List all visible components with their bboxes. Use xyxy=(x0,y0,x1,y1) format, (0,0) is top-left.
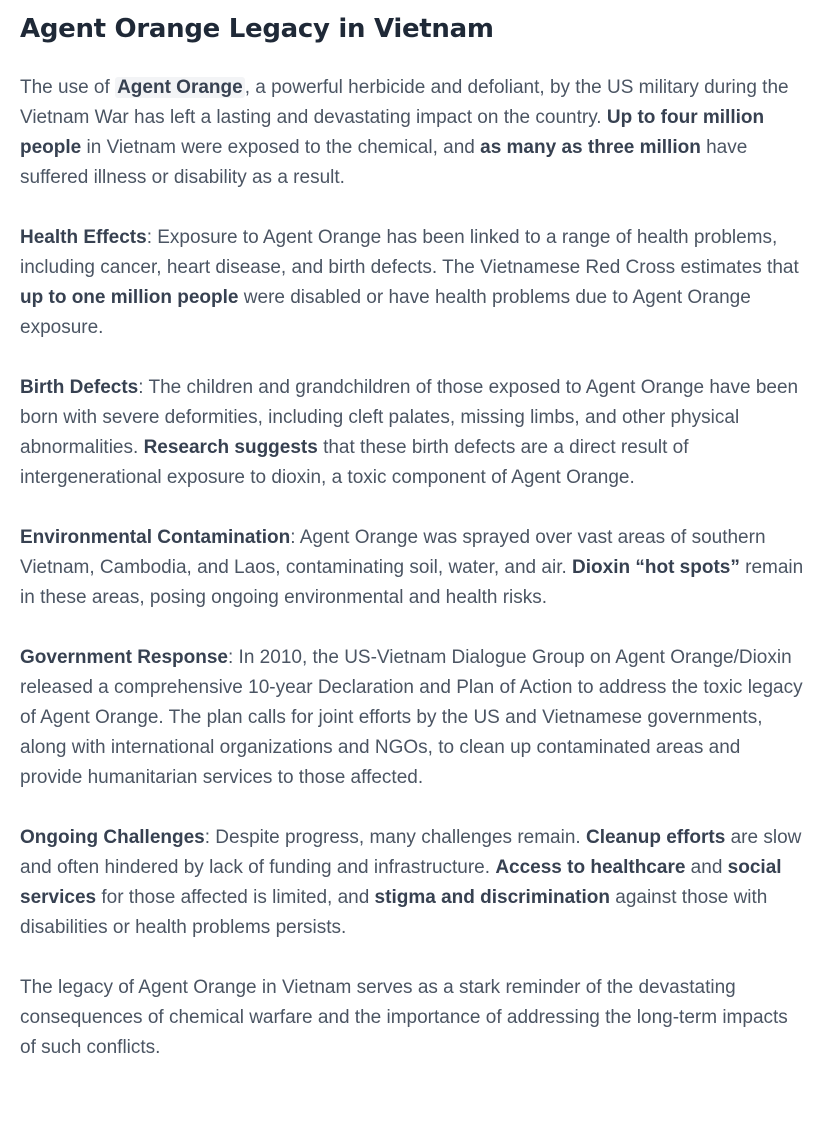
section-text: are slow and often hindered by lack of funding and infrastructure. xyxy=(20,827,802,878)
section-bold: stigma and discrimination xyxy=(374,887,610,908)
section-heading: Birth Defects xyxy=(20,377,139,398)
ongoing-challenges-paragraph xyxy=(20,823,805,943)
section-text: that these birth defects are a direct result of intergenerational exposure to dioxin, a toxic component of Agent Orange. xyxy=(20,437,689,488)
section-bold: up to one million people xyxy=(20,287,239,308)
environmental-contamination-paragraph xyxy=(20,523,805,613)
intro-text: have suffered illness or disability as a result. xyxy=(20,137,748,188)
section-bold: Access to healthcare xyxy=(495,857,686,878)
section-heading: Environmental Contamination xyxy=(20,527,291,548)
section-text: and xyxy=(685,857,728,878)
section-heading: Ongoing Challenges xyxy=(20,827,205,848)
section-heading: Government Response xyxy=(20,647,228,668)
section-text: : In 2010, the US-Vietnam Dialogue Group on Agent Orange/Dioxin released a comprehensive 10-year Declaration and Plan of Action to address the toxic legacy of Agent Orange. The plan calls for joint efforts by the US and Vietnamese governments, along with international organizations and NGOs, to clean up contaminated areas and provide humanitarian services to those affected. xyxy=(20,647,803,788)
section-text: : Exposure to Agent Orange has been linked to a range of health problems, including cancer, heart disease, and birth defects. The Vietnamese Red Cross estimates that xyxy=(20,227,799,278)
section-text: : Despite progress, many challenges remain. xyxy=(204,827,586,848)
intro-text: The use of xyxy=(20,77,116,98)
page-title: Agent Orange Legacy in Vietnam xyxy=(20,14,494,44)
section-text: remain in these areas, posing ongoing environmental and health risks. xyxy=(20,557,804,608)
section-bold: Research suggests xyxy=(143,437,318,458)
intro-bold: as many as three million xyxy=(480,137,701,158)
section-text: were disabled or have health problems due to Agent Orange exposure. xyxy=(20,287,751,338)
section-text: for those affected is limited, and xyxy=(96,887,375,908)
section-text: against those with disabilities or health problems persists. xyxy=(20,887,768,938)
section-bold: Cleanup efforts xyxy=(585,827,726,848)
intro-text: in Vietnam were exposed to the chemical, and xyxy=(81,137,481,158)
agent-orange-term: Agent Orange xyxy=(117,77,243,98)
section-bold: social services xyxy=(20,857,782,908)
document xyxy=(20,0,805,1063)
section-text: : The children and grandchildren of those exposed to Agent Orange have been born with severe deformities, including cleft palates, missing limbs, and other physical abnormalities. xyxy=(20,377,799,458)
section-text: : Agent Orange was sprayed over vast areas of southern Vietnam, Cambodia, and Laos, contaminating soil, water, and air. xyxy=(20,527,766,578)
intro-paragraph xyxy=(20,73,805,193)
birth-defects-paragraph xyxy=(20,373,805,493)
section-bold: Dioxin “hot spots” xyxy=(572,557,740,578)
intro-bold: Up to four million people xyxy=(20,107,765,158)
intro-text: , a powerful herbicide and defoliant, by the US military during the Vietnam War has left a lasting and devastating impact on the country. xyxy=(20,77,789,128)
government-response-paragraph xyxy=(20,643,805,793)
health-effects-paragraph xyxy=(20,223,805,343)
section-heading: Health Effects xyxy=(20,227,147,248)
conclusion-paragraph: The legacy of Agent Orange in Vietnam serves as a stark reminder of the devastating consequences of chemical warfare and the importance of addressing the long-term impacts of such conflicts. xyxy=(20,977,788,1058)
